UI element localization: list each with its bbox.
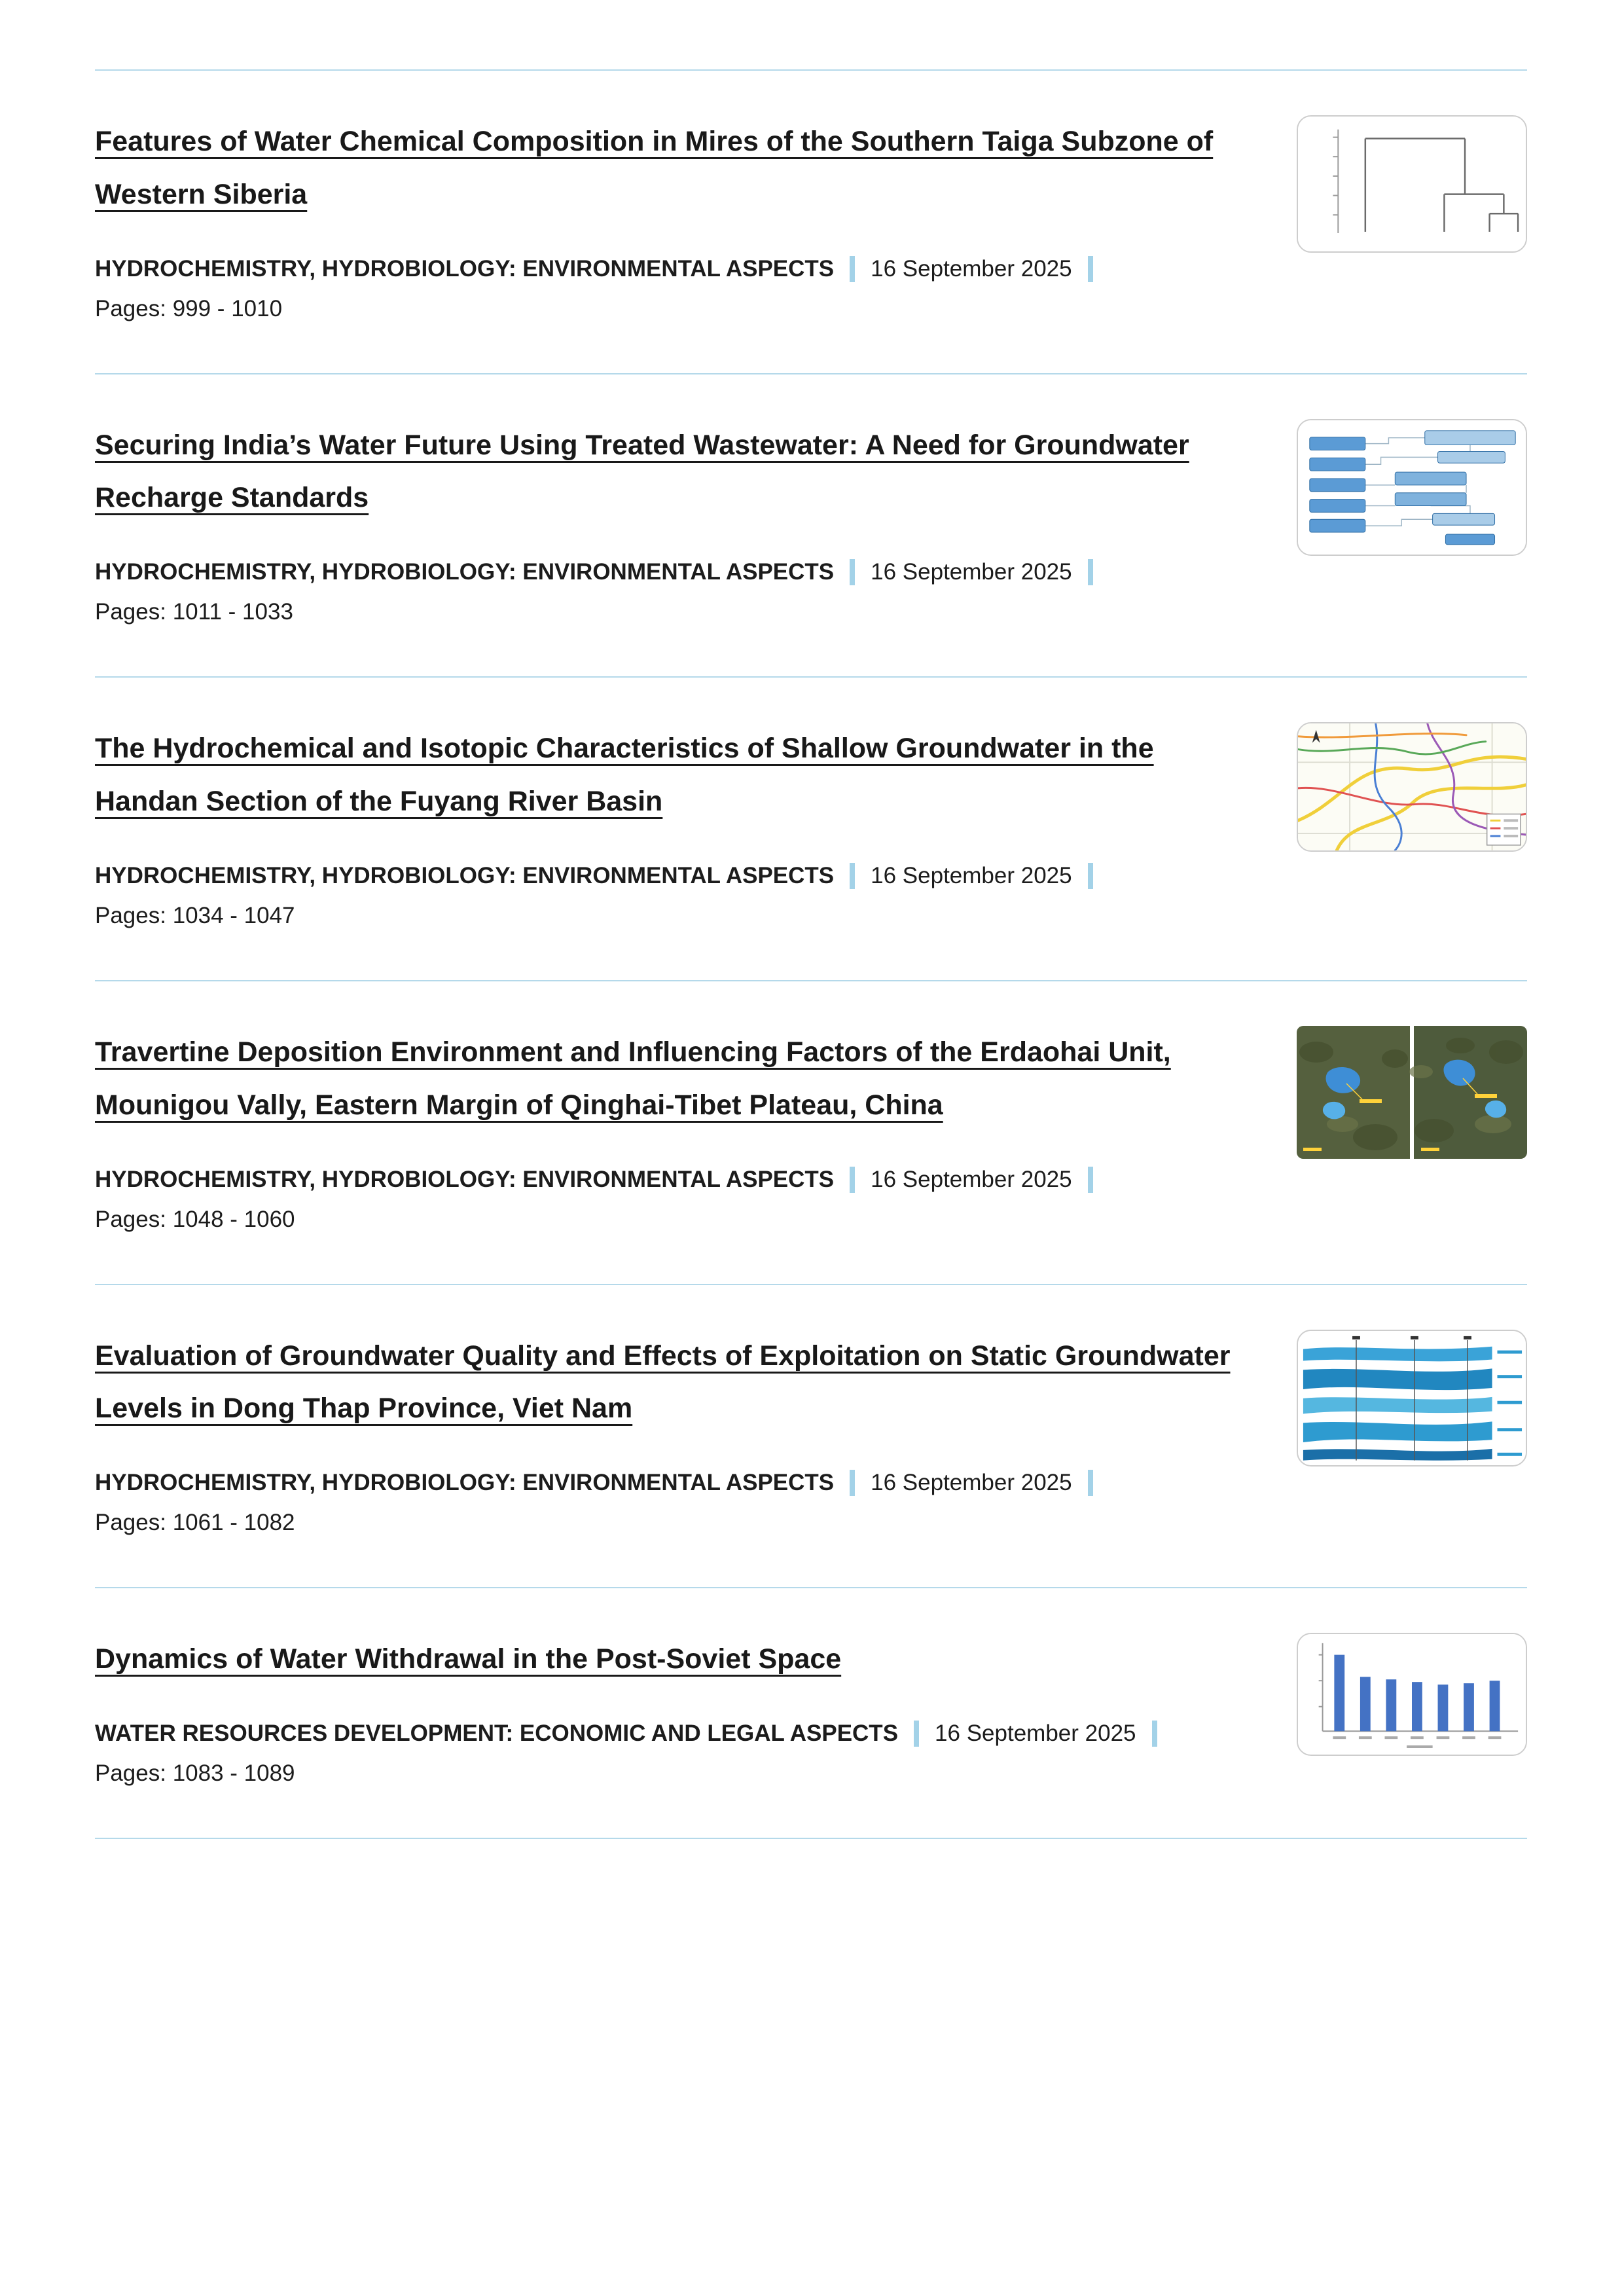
aquifer-cross-section-image — [1298, 1331, 1526, 1466]
article-section-label: WATER RESOURCES DEVELOPMENT: ECONOMIC AND LEGAL ASPECTS — [95, 1721, 899, 1747]
article-text-block — [95, 115, 1297, 322]
divider — [95, 1838, 1527, 1839]
article-entry — [95, 1285, 1527, 1588]
separator-bar — [1152, 1721, 1157, 1747]
article-meta — [95, 1166, 1264, 1194]
article-entry — [95, 981, 1527, 1284]
satellite-photos-image — [1297, 1026, 1527, 1159]
article-meta — [95, 862, 1264, 890]
separator-bar — [850, 863, 855, 889]
flowchart-diagram-image — [1298, 420, 1526, 555]
article-text-block — [95, 722, 1297, 929]
article-meta — [95, 255, 1264, 283]
article-meta — [95, 558, 1264, 586]
article-thumbnail[interactable] — [1297, 722, 1527, 852]
article-title-link[interactable]: Travertine Deposition Environment and Influencing Factors of the Erdaohai Unit, Mounigou Vally, Eastern Margin of Qinghai-Tibet Plateau, China — [95, 1036, 1171, 1121]
article-thumbnail[interactable] — [1297, 115, 1527, 253]
article-title-link[interactable]: Securing India’s Water Future Using Treated Wastewater: A Need for Groundwater Recharge Standards — [95, 429, 1189, 514]
article-title-link[interactable]: Features of Water Chemical Composition in Mires of the Southern Taiga Subzone of Western Siberia — [95, 126, 1214, 210]
bar-chart-image — [1298, 1634, 1526, 1755]
article-section-label: HYDROCHEMISTRY, HYDROBIOLOGY: ENVIRONMENTAL ASPECTS — [95, 862, 835, 888]
article-title-link[interactable]: Evaluation of Groundwater Quality and Effects of Exploitation on Static Groundwater Levels in Dong Thap Province, Viet Nam — [95, 1339, 1231, 1425]
article-section-label: HYDROCHEMISTRY, HYDROBIOLOGY: ENVIRONMENTAL ASPECTS — [95, 255, 835, 282]
article-date: 16 September 2025 — [871, 255, 1072, 282]
article-entry — [95, 374, 1527, 677]
article-text-block — [95, 1026, 1297, 1233]
article-date: 16 September 2025 — [871, 862, 1072, 888]
article-pages: Pages: 1083 - 1089 — [95, 1760, 295, 1787]
article-title-link[interactable]: The Hydrochemical and Isotopic Characteristics of Shallow Groundwater in the Handan Section of the Fuyang River Basin — [95, 733, 1154, 818]
article-date: 16 September 2025 — [935, 1721, 1136, 1747]
article-section-label: HYDROCHEMISTRY, HYDROBIOLOGY: ENVIRONMENTAL ASPECTS — [95, 1166, 835, 1192]
separator-bar — [1088, 256, 1093, 282]
article-pages: Pages: 1034 - 1047 — [95, 902, 295, 928]
separator-bar — [850, 559, 855, 585]
article-thumbnail[interactable] — [1297, 1026, 1527, 1159]
separator-bar — [850, 1470, 855, 1496]
article-text-block — [95, 1330, 1297, 1537]
separator-bar — [850, 256, 855, 282]
article-pages: Pages: 1011 - 1033 — [95, 599, 293, 625]
article-meta — [95, 1720, 1264, 1747]
article-section-label: HYDROCHEMISTRY, HYDROBIOLOGY: ENVIRONMENTAL ASPECTS — [95, 559, 835, 585]
separator-bar — [1088, 863, 1093, 889]
dendrogram-chart-image — [1298, 117, 1526, 251]
article-title-link[interactable]: Dynamics of Water Withdrawal in the Post-Soviet Space — [95, 1643, 842, 1675]
article-section-label: HYDROCHEMISTRY, HYDROBIOLOGY: ENVIRONMENTAL ASPECTS — [95, 1470, 835, 1496]
article-date: 16 September 2025 — [871, 1166, 1072, 1192]
article-entry — [95, 1588, 1527, 1838]
article-thumbnail[interactable] — [1297, 1633, 1527, 1756]
article-thumbnail[interactable] — [1297, 1330, 1527, 1467]
article-date: 16 September 2025 — [871, 1470, 1072, 1496]
article-text-block — [95, 1633, 1297, 1787]
article-pages: Pages: 999 - 1010 — [95, 295, 283, 321]
article-date: 16 September 2025 — [871, 559, 1072, 585]
article-pages: Pages: 1061 - 1082 — [95, 1510, 295, 1536]
separator-bar — [1088, 1470, 1093, 1496]
article-pages: Pages: 1048 - 1060 — [95, 1206, 295, 1232]
article-text-block — [95, 419, 1297, 626]
article-entry — [95, 71, 1527, 373]
article-meta — [95, 1469, 1264, 1497]
separator-bar — [850, 1167, 855, 1193]
separator-bar — [1088, 559, 1093, 585]
toc-article-list — [0, 69, 1622, 1839]
article-thumbnail[interactable] — [1297, 419, 1527, 556]
separator-bar — [1088, 1167, 1093, 1193]
separator-bar — [914, 1721, 919, 1747]
article-entry — [95, 678, 1527, 980]
river-basin-map-image — [1298, 723, 1526, 850]
